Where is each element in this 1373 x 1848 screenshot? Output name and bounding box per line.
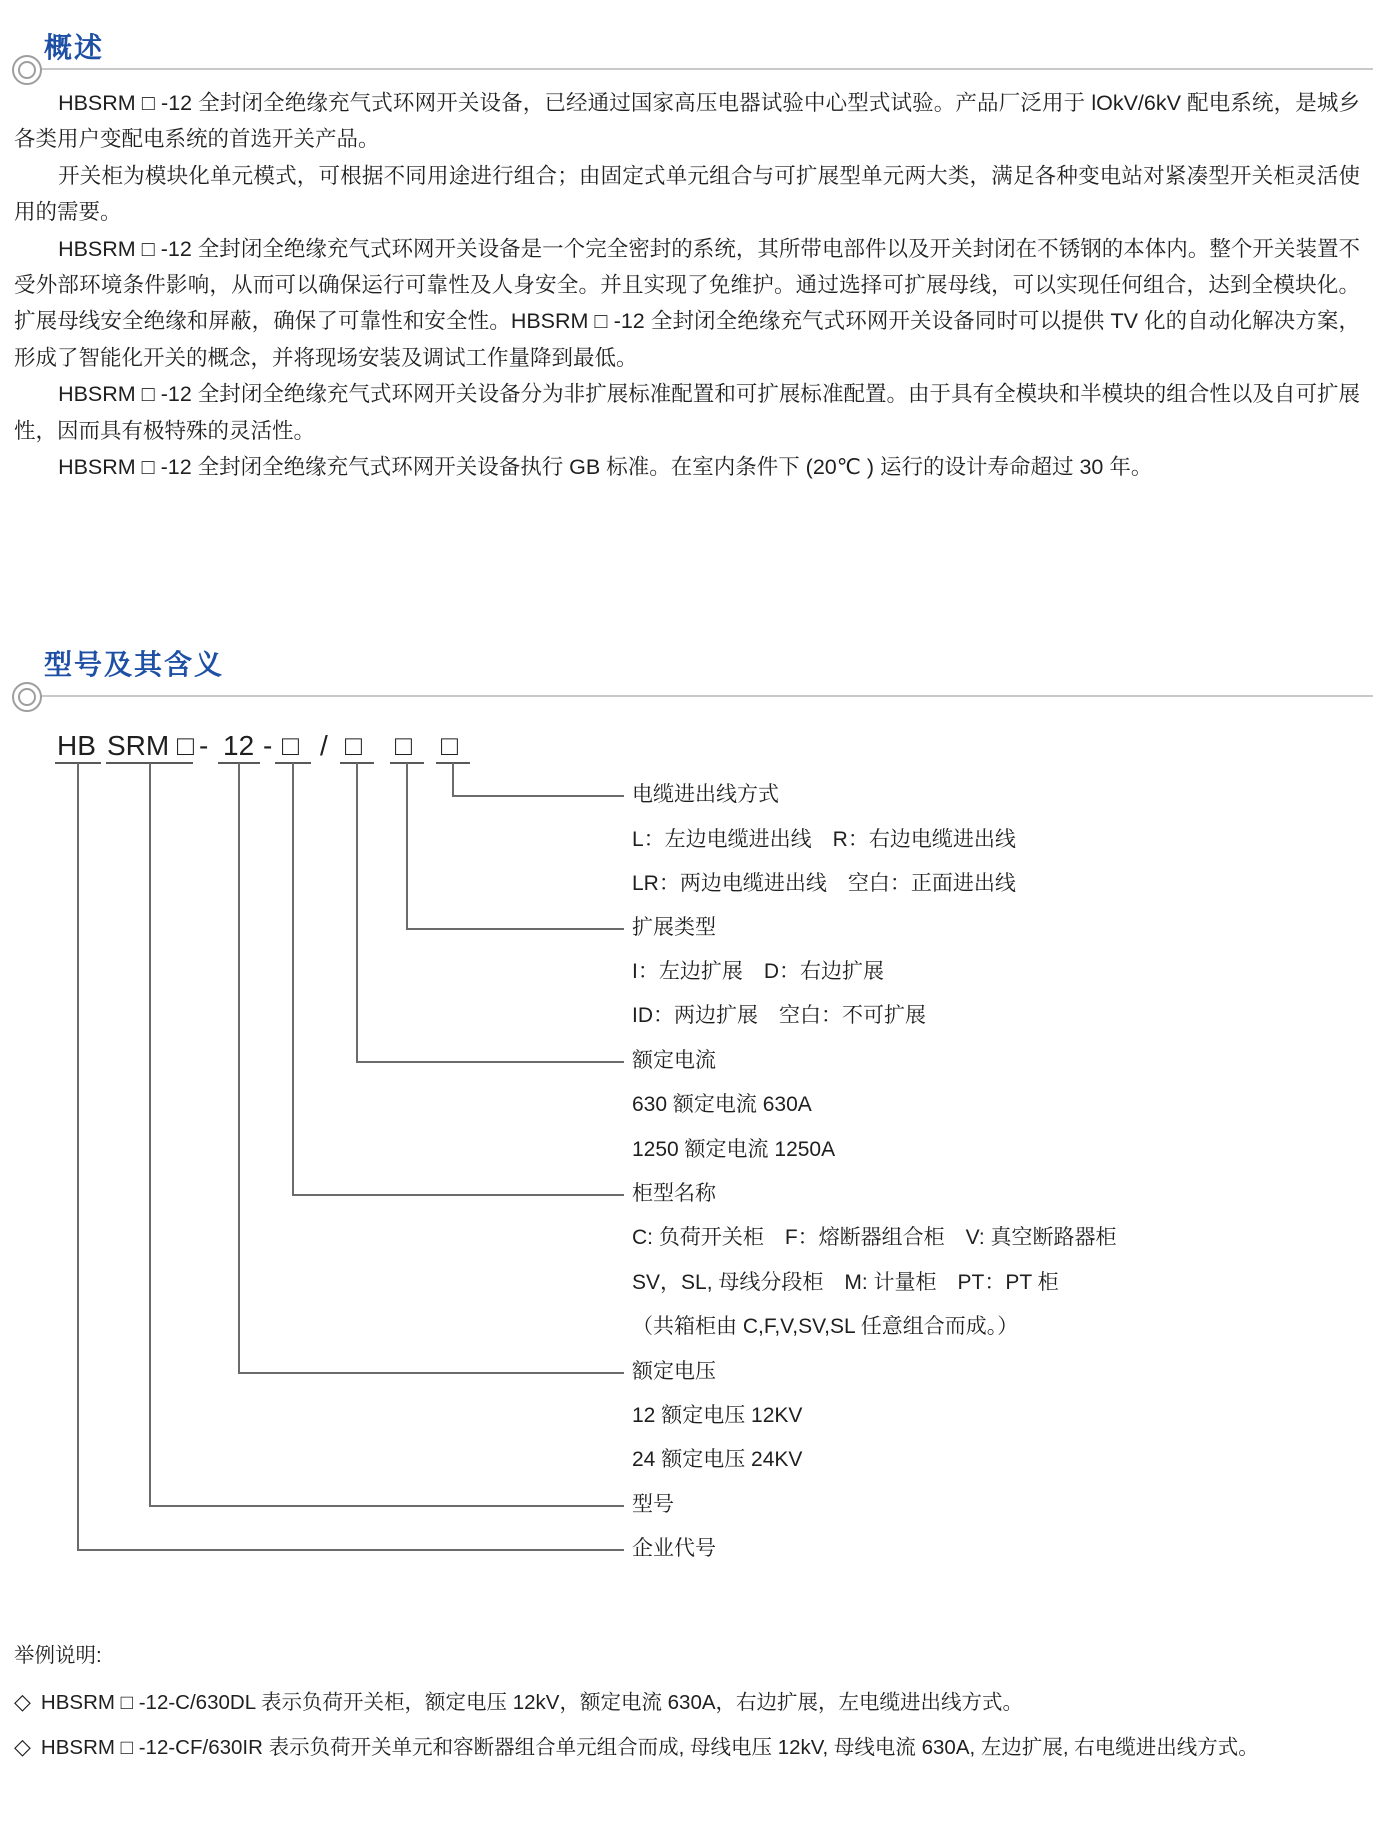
branch-detail: LR：两边电缆进出线 空白：正面进出线 xyxy=(632,872,1016,895)
model-part-12: 12 xyxy=(223,730,255,761)
examples-heading: 举例说明: xyxy=(14,1644,102,1667)
section-bullet-icon xyxy=(12,682,42,712)
model-part-box4: □ xyxy=(441,730,458,761)
section-bullet-inner-ring xyxy=(18,688,36,706)
model-part-srm: SRM □ xyxy=(107,730,194,761)
section-divider xyxy=(40,68,1373,70)
connector-line xyxy=(149,1505,624,1507)
example-item xyxy=(14,1733,1259,1762)
model-part-box3: □ xyxy=(395,730,412,761)
model-part-box1: □ xyxy=(282,730,299,761)
branch-label-enterprise-code: 企业代号 xyxy=(632,1537,716,1560)
section-bullet-inner-ring xyxy=(18,61,36,79)
section-divider xyxy=(40,695,1373,697)
branch-detail: SV，SL, 母线分段柜 M: 计量柜 PT：PT 柜 xyxy=(632,1271,1059,1294)
branch-detail: 12 额定电压 12KV xyxy=(632,1404,803,1427)
section-bullet-icon xyxy=(12,55,42,85)
branch-label-extension-type: 扩展类型 xyxy=(632,916,716,939)
diamond-bullet-icon: ◇ xyxy=(14,1689,31,1714)
overview-section-title: 概述 xyxy=(44,32,105,63)
overview-text-block xyxy=(14,85,1360,485)
connector-line xyxy=(292,1194,624,1196)
connector-line xyxy=(77,1549,624,1551)
branch-label-model: 型号 xyxy=(632,1493,674,1516)
connector-line xyxy=(149,763,151,1505)
connector-line xyxy=(238,763,240,1372)
overview-paragraph: HBSRM □ -12 全封闭全绝缘充气式环网开关设备是一个完全密封的系统，其所带电部件以及开关封闭在不锈钢的本体内。整个开关装置不受外部环境条件影响，从而可以确保运行可靠性及人身安全。并且实现了免维护。通过选择可扩展母线，可以实现任何组合，达到全模块化。扩展母线安全绝缘和屏蔽，确保了可靠性和安全性。HBSRM □ -12 全封闭全绝缘充气式环网开关设备同时可以提供 TV 化的自动化解决方案，形成了智能化开关的概念，并将现场安装及调试工作量降到最低。 xyxy=(14,236,1360,370)
branch-label-cable-entry: 电缆进出线方式 xyxy=(632,783,779,806)
connector-line xyxy=(356,763,358,1061)
branch-label-rated-current: 额定电流 xyxy=(632,1049,716,1072)
overview-paragraph: HBSRM □ -12 全封闭全绝缘充气式环网开关设备执行 GB 标准。在室内条件下 (20℃ ) 运行的设计寿命超过 30 年。 xyxy=(58,455,1153,480)
connector-line xyxy=(356,1061,624,1063)
connector-line xyxy=(452,763,454,795)
connector-line xyxy=(406,928,624,930)
model-section-title: 型号及其含义 xyxy=(44,649,225,680)
example-text: HBSRM □ -12-C/630DL 表示负荷开关柜，额定电压 12kV，额定电流 630A，右边扩展，左电缆进出线方式。 xyxy=(40,1691,1024,1714)
connector-line xyxy=(238,1372,624,1374)
overview-paragraph: HBSRM □ -12 全封闭全绝缘充气式环网开关设备，已经通过国家高压电器试验中心型式试验。产品厂泛用于 lOkV/6kV 配电系统，是城乡各类用户变配电系统的首选开关产品。 xyxy=(14,91,1360,152)
branch-detail: 1250 额定电流 1250A xyxy=(632,1138,836,1161)
branch-label-cabinet-type: 柜型名称 xyxy=(632,1182,716,1205)
model-part-dash: - xyxy=(263,730,273,761)
overview-paragraph: HBSRM □ -12 全封闭全绝缘充气式环网开关设备分为非扩展标准配置和可扩展标准配置。由于具有全模块和半模块的组合性以及自可扩展性，因而具有极特殊的灵活性。 xyxy=(14,382,1360,443)
branch-detail: 630 额定电流 630A xyxy=(632,1093,812,1116)
model-part-hb: HB xyxy=(57,730,96,761)
branch-detail: ID：两边扩展 空白：不可扩展 xyxy=(632,1004,926,1027)
connector-line xyxy=(406,763,408,928)
example-text: HBSRM □ -12-CF/630IR 表示负荷开关单元和容断器组合单元组合而成, 母线电压 12kV, 母线电流 630A, 左边扩展, 右电缆进出线方式。 xyxy=(40,1736,1259,1759)
branch-detail: C: 负荷开关柜 F：熔断器组合柜 V: 真空断路器柜 xyxy=(632,1226,1117,1249)
overview-paragraph: 开关柜为模块化单元模式，可根据不同用途进行组合；由固定式单元组合与可扩展型单元两大类，满足各种变电站对紧凑型开关柜灵活使用的需要。 xyxy=(14,163,1360,225)
branch-detail: L：左边电缆进出线 R：右边电缆进出线 xyxy=(632,828,1016,851)
example-item xyxy=(14,1688,1023,1717)
branch-detail: 24 额定电压 24KV xyxy=(632,1448,803,1471)
diamond-bullet-icon: ◇ xyxy=(14,1734,31,1759)
connector-line xyxy=(452,795,624,797)
branch-detail: I：左边扩展 D：右边扩展 xyxy=(632,960,884,983)
model-part-box2: □ xyxy=(345,730,362,761)
branch-label-rated-voltage: 额定电压 xyxy=(632,1360,716,1383)
connector-line xyxy=(77,763,79,1549)
branch-detail: （共箱柜由 C,F,V,SV,SL 任意组合而成。） xyxy=(632,1315,1019,1338)
model-part-slash: / xyxy=(320,730,328,761)
model-part-dash: - xyxy=(199,730,209,761)
connector-line xyxy=(292,763,294,1194)
